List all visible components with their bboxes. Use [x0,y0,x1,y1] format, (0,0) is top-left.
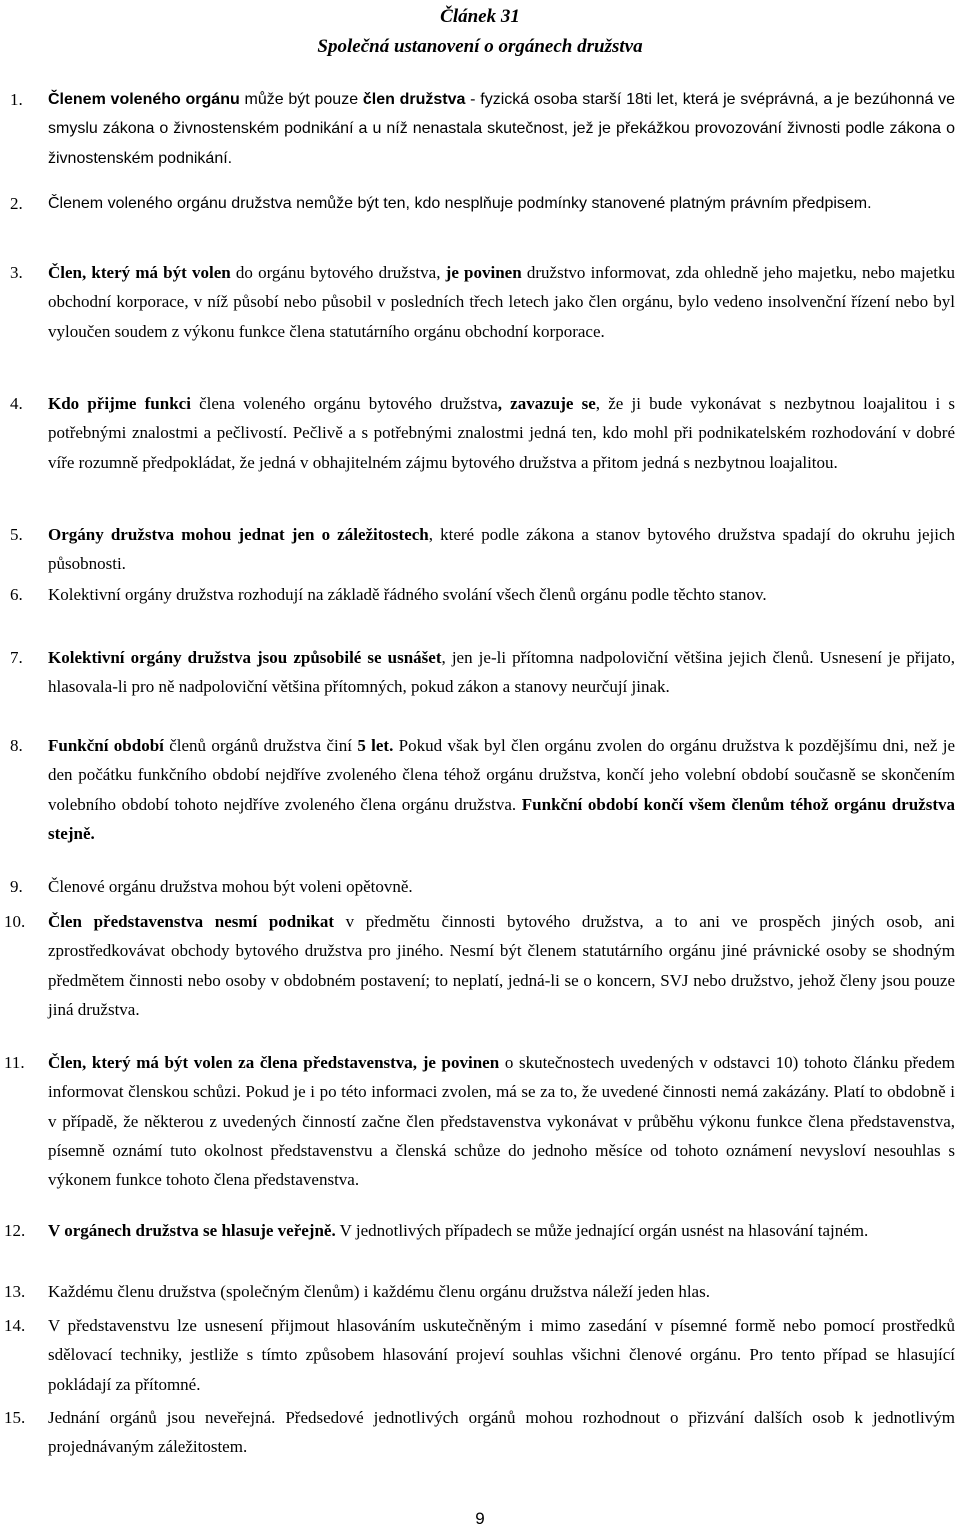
text-run: Členem voleného orgánu družstva nemůže být ten, kdo nesplňuje podmínky stanovené platným právním předpisem. [48,195,872,212]
text-run: , že ji bude vykonávat s nezbytnou loajalitou i s potřebnými znalostmi a pečlivostí. Pečlivě a s potřebnými znalostmi jedná ten, kdo mohl při podnikatelském rozhodování v dobré víře rozumně předpokládat, že jedná v obhajitelném zájmu bytového družstva a přitom jedná s nezbytnou loajalitou. [48,394,956,472]
bold-text-run: Člen, který má být volen [48,263,231,282]
bold-text-run: Člen, který má být volen za člena představenstva, je povinen [48,1053,500,1072]
paragraph-number: 1. [10,90,23,109]
bold-text-run: Funkční období [48,736,164,755]
paragraph-number: 12. [4,1221,26,1240]
text-run: Pokud však byl člen orgánu zvolen do orgánu družstva k pozdějšímu dni, než je den počátku funkčního období nejdříve zvoleného člena téhož orgánu družstva, končí jeho volební období současně se skončením volebního období tohoto nejdříve zvoleného člena orgánu družstva. [48,736,955,814]
text-run: o skutečnostech uvedených v odstavci 10) tohoto článku předem informovat členskou schůzi. Pokud je i po této informaci zvolen, má se za to, že uvedené činnosti nemá zakázány. Platí to obdobně i v případě, že některou z uvedených činností začne člen představenstva vykonávat v průběhu výkonu funkce člena představenstva, písemně oznámí tuto okolnost představenstvu a členská schůze do jednoho měsíce od tohoto oznámení nevysloví nesouhlas s výkonem funkce tohoto člena představenstva. [48,1053,955,1190]
text-run: Jednání orgánů jsou neveřejná. Předsedové jednotlivých orgánů mohou rozhodnout o přizvání dalších osob k jednotlivým projednávaným záležitostem. [48,1408,955,1457]
paragraph-number: 5. [10,525,23,544]
paragraph-number: 2. [10,194,23,213]
paragraph-text [48,1403,955,1462]
paragraph-number: 4. [10,394,23,413]
paragraph-text [48,907,955,1024]
text-run: V představenstvu lze usnesení přijmout hlasováním uskutečněným i mimo zasedání v písemné formě nebo pomocí prostředků sdělovací techniky, jestliže s tímto způsobem hlasování projeví souhlas všichni členové orgánu. Pro tento případ se hlasující pokládají za přítomné. [48,1316,955,1394]
bold-text-run: Orgány družstva mohou jednat jen o záležitostech [48,525,429,544]
bold-text-run: je povinen [445,263,522,282]
paragraph-text [48,1311,955,1399]
paragraph-number: 7. [10,648,23,667]
paragraph-text [48,1277,955,1306]
paragraph-text [48,189,955,218]
bold-text-run: Kolektivní orgány družstva jsou způsobilé se usnášet [48,648,442,667]
bold-text-run: Funkční období končí všem členům téhož orgánu družstva stejně. [48,794,955,843]
text-run: členů orgánů družstva činí [163,736,358,755]
paragraph-number: 13. [4,1282,26,1301]
paragraph-text [48,520,955,579]
paragraph-number: 10. [4,912,26,931]
text-run: může být pouze [239,91,363,108]
text-run: v předmětu činnosti bytového družstva, a to ani ve prospěch jiných osob, ani zprostředkovávat obchody bytového družstva pro jiného. Nesmí být členem statutárního orgánu jiné právnické osoby se shodným předmětem činnosti nebo osoby v obdobném postavení; to neplatí, jedná-li se o koncern, SVJ nebo družstvo, jehož členy jsou pouze jiná družstva. [48,912,955,1019]
bold-text-run: Člen představenstva nesmí podnikat [48,912,335,931]
paragraph-text [48,258,955,346]
bold-text-run: Kdo přijme funkci [48,394,191,413]
bold-text-run: , zavazuje se [497,394,596,413]
paragraph-number: 14. [4,1316,26,1335]
bold-text-run: člen družstva [362,91,466,108]
paragraph-text [48,731,955,848]
article-subtitle-heading: Společná ustanovení o orgánech družstva [317,36,643,57]
article-number-heading: Článek 31 [440,6,520,27]
paragraph-number: 9. [10,877,23,896]
text-run: družstvo informovat, zda ohledně jeho majetku, nebo majetku obchodní korporace, v níž působí nebo působil v posledních třech letech jako člen orgánu, bylo vedeno insolvenční řízení nebo byl vyloučen soudem z výkonu funkce člena statutárního orgánu obchodní korporace. [48,263,955,341]
paragraph-text [48,872,955,901]
paragraph-text [48,1216,955,1245]
text-run: - fyzická osoba starší 18ti let, která je svéprávná, a je bezúhonná ve smyslu zákona o živnostenském podnikání a u níž nenastala skutečnost, jež je překážkou provozování živnosti podle zákona o živnostenském podnikání. [48,91,956,167]
text-run: Každému členu družstva (společným členům) i každému členu orgánu družstva náleží jeden hlas. [48,1282,710,1301]
text-run: člena voleného orgánu bytového družstva [190,394,498,413]
paragraph-text [48,643,955,702]
paragraph-number: 8. [10,736,23,755]
text-run: Členové orgánu družstva mohou být voleni opětovně. [48,877,413,896]
paragraph-number: 6. [10,585,23,604]
paragraph-text [48,1048,955,1194]
paragraph-text [48,580,955,609]
bold-text-run: 5 let. [357,736,394,755]
page-number: 9 [475,1509,485,1528]
paragraph-text [48,85,955,173]
bold-text-run: V orgánech družstva se hlasuje veřejně. [48,1221,336,1240]
paragraph-text [48,389,955,477]
paragraph-number: 11. [4,1053,25,1072]
paragraph-number: 3. [10,263,23,282]
text-run: do orgánu bytového družstva, [230,263,446,282]
text-run: V jednotlivých případech se může jednající orgán usnést na hlasování tajném. [335,1221,869,1240]
text-run: , které podle zákona a stanov bytového družstva spadají do okruhu jejich působnosti. [48,525,956,574]
bold-text-run: Členem voleného orgánu [48,91,240,108]
text-run: , jen je-li přítomna nadpoloviční většina jejich členů. Usnesení je přijato, hlasovala-li pro ně nadpoloviční většina přítomných, pokud zákon a stanovy neurčují jinak. [48,648,955,697]
text-run: Kolektivní orgány družstva rozhodují na základě řádného svolání všech členů orgánu podle těchto stanov. [48,585,767,604]
paragraph-number: 15. [4,1408,26,1427]
